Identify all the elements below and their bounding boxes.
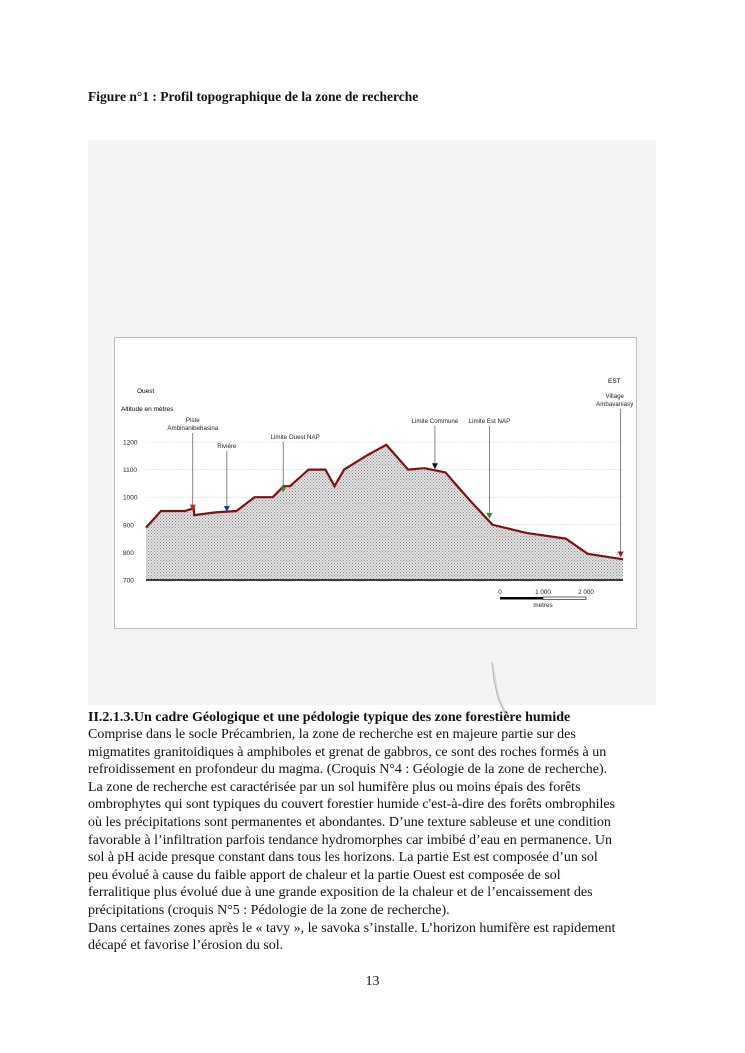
marker-label: Rivière xyxy=(217,443,237,450)
page-number: 13 xyxy=(365,974,380,989)
east-label: EST xyxy=(608,378,621,385)
y-tick-label: 1200 xyxy=(123,439,138,447)
scale-bar-segment xyxy=(543,597,586,600)
marker-label: Ambavaniasy xyxy=(596,401,634,408)
marker-limite-est-nap xyxy=(469,418,511,519)
body-line: migmatites granitoidiques à amphiboles et grenat de gabbros, ce sont des roches formés à un xyxy=(88,744,607,760)
marker-label: Village xyxy=(605,393,624,400)
body-line: précipitations (croquis N°5 : Pédologie de la zone de recherche). xyxy=(88,902,450,918)
scale-bar-label: 0 xyxy=(498,589,502,596)
body-line: où les précipitations sont permanentes et abondantes. D’une texture sableuse et une condition xyxy=(88,814,611,830)
y-tick-label: 800 xyxy=(123,549,134,557)
marker-rivi-re xyxy=(217,443,237,512)
topographic-profile-chart xyxy=(114,337,637,629)
scale-bar-label: 1 000 xyxy=(535,589,551,596)
marker-limite-commune xyxy=(412,418,459,469)
body-line: peu évolué à cause du faible apport de chaleur et la partie Ouest est composée de sol xyxy=(88,867,561,883)
marker-village-ambavaniasy xyxy=(596,393,634,558)
body-line: favorable à l’infiltration parfois tendance hydromorphes car imbibé d’eau en permanence. Un xyxy=(88,832,613,848)
scale-bar-label: 2 000 xyxy=(578,589,594,596)
y-tick-label: 900 xyxy=(123,522,134,530)
marker-label: Limite Commune xyxy=(411,418,459,425)
body-line: La zone de recherche est caractérisée par un sol humifère plus ou moins épais des forêts xyxy=(88,779,581,795)
marker-label: Limite Ouest NAP xyxy=(270,434,320,441)
body-line: sol à pH acide presque constant dans tous les horizons. La partie Est est composée d’un sol xyxy=(88,850,598,866)
body-line: Comprise dans le socle Précambrien, la zone de recherche est en majeure partie sur des xyxy=(88,727,576,742)
marker-label: Piste xyxy=(185,417,200,424)
marker-piste-ambinanibehasina xyxy=(167,417,218,511)
y-tick-label: 700 xyxy=(123,577,134,585)
body-line: Dans certaines zones après le « tavy », le savoka s’installe. L’horizon humifère est rapidement xyxy=(88,920,616,936)
section-body xyxy=(88,726,663,955)
marker-arrow xyxy=(432,463,438,469)
scale-bar-unit: metres xyxy=(533,602,553,609)
y-tick-label: 1100 xyxy=(123,467,137,475)
body-line: refroidissement en profondeur du magma. (Croquis N°4 : Géologie de la zone de recherche). xyxy=(88,762,608,778)
body-line: ferralitique plus évolué due à une grande exposition de la chaleur et de l’encaissement des xyxy=(88,885,593,901)
figure-title: Figure n°1 : Profil topographique de la zone de recherche xyxy=(88,89,419,104)
marker-arrow xyxy=(618,552,624,558)
marker-label: Ambinanibehasina xyxy=(167,425,219,432)
section-heading: II.2.1.3.Un cadre Géologique et une pédologie typique des zone forestière humide xyxy=(88,710,571,725)
scale-bar-segment xyxy=(500,597,543,600)
y-tick-label: 1000 xyxy=(123,494,138,502)
body-line: décapé et favorise l’érosion du sol. xyxy=(88,938,284,954)
body-line: ombrophytes qui sont typiques du couvert forestier humide c'est-à-dire des forêts ombrophiles xyxy=(88,797,616,813)
west-label: Ouest xyxy=(137,388,155,395)
altitude-axis-label: Altitude en mètres xyxy=(121,406,174,413)
profile-svg xyxy=(115,338,638,630)
marker-label: Limite Est NAP xyxy=(468,418,511,425)
